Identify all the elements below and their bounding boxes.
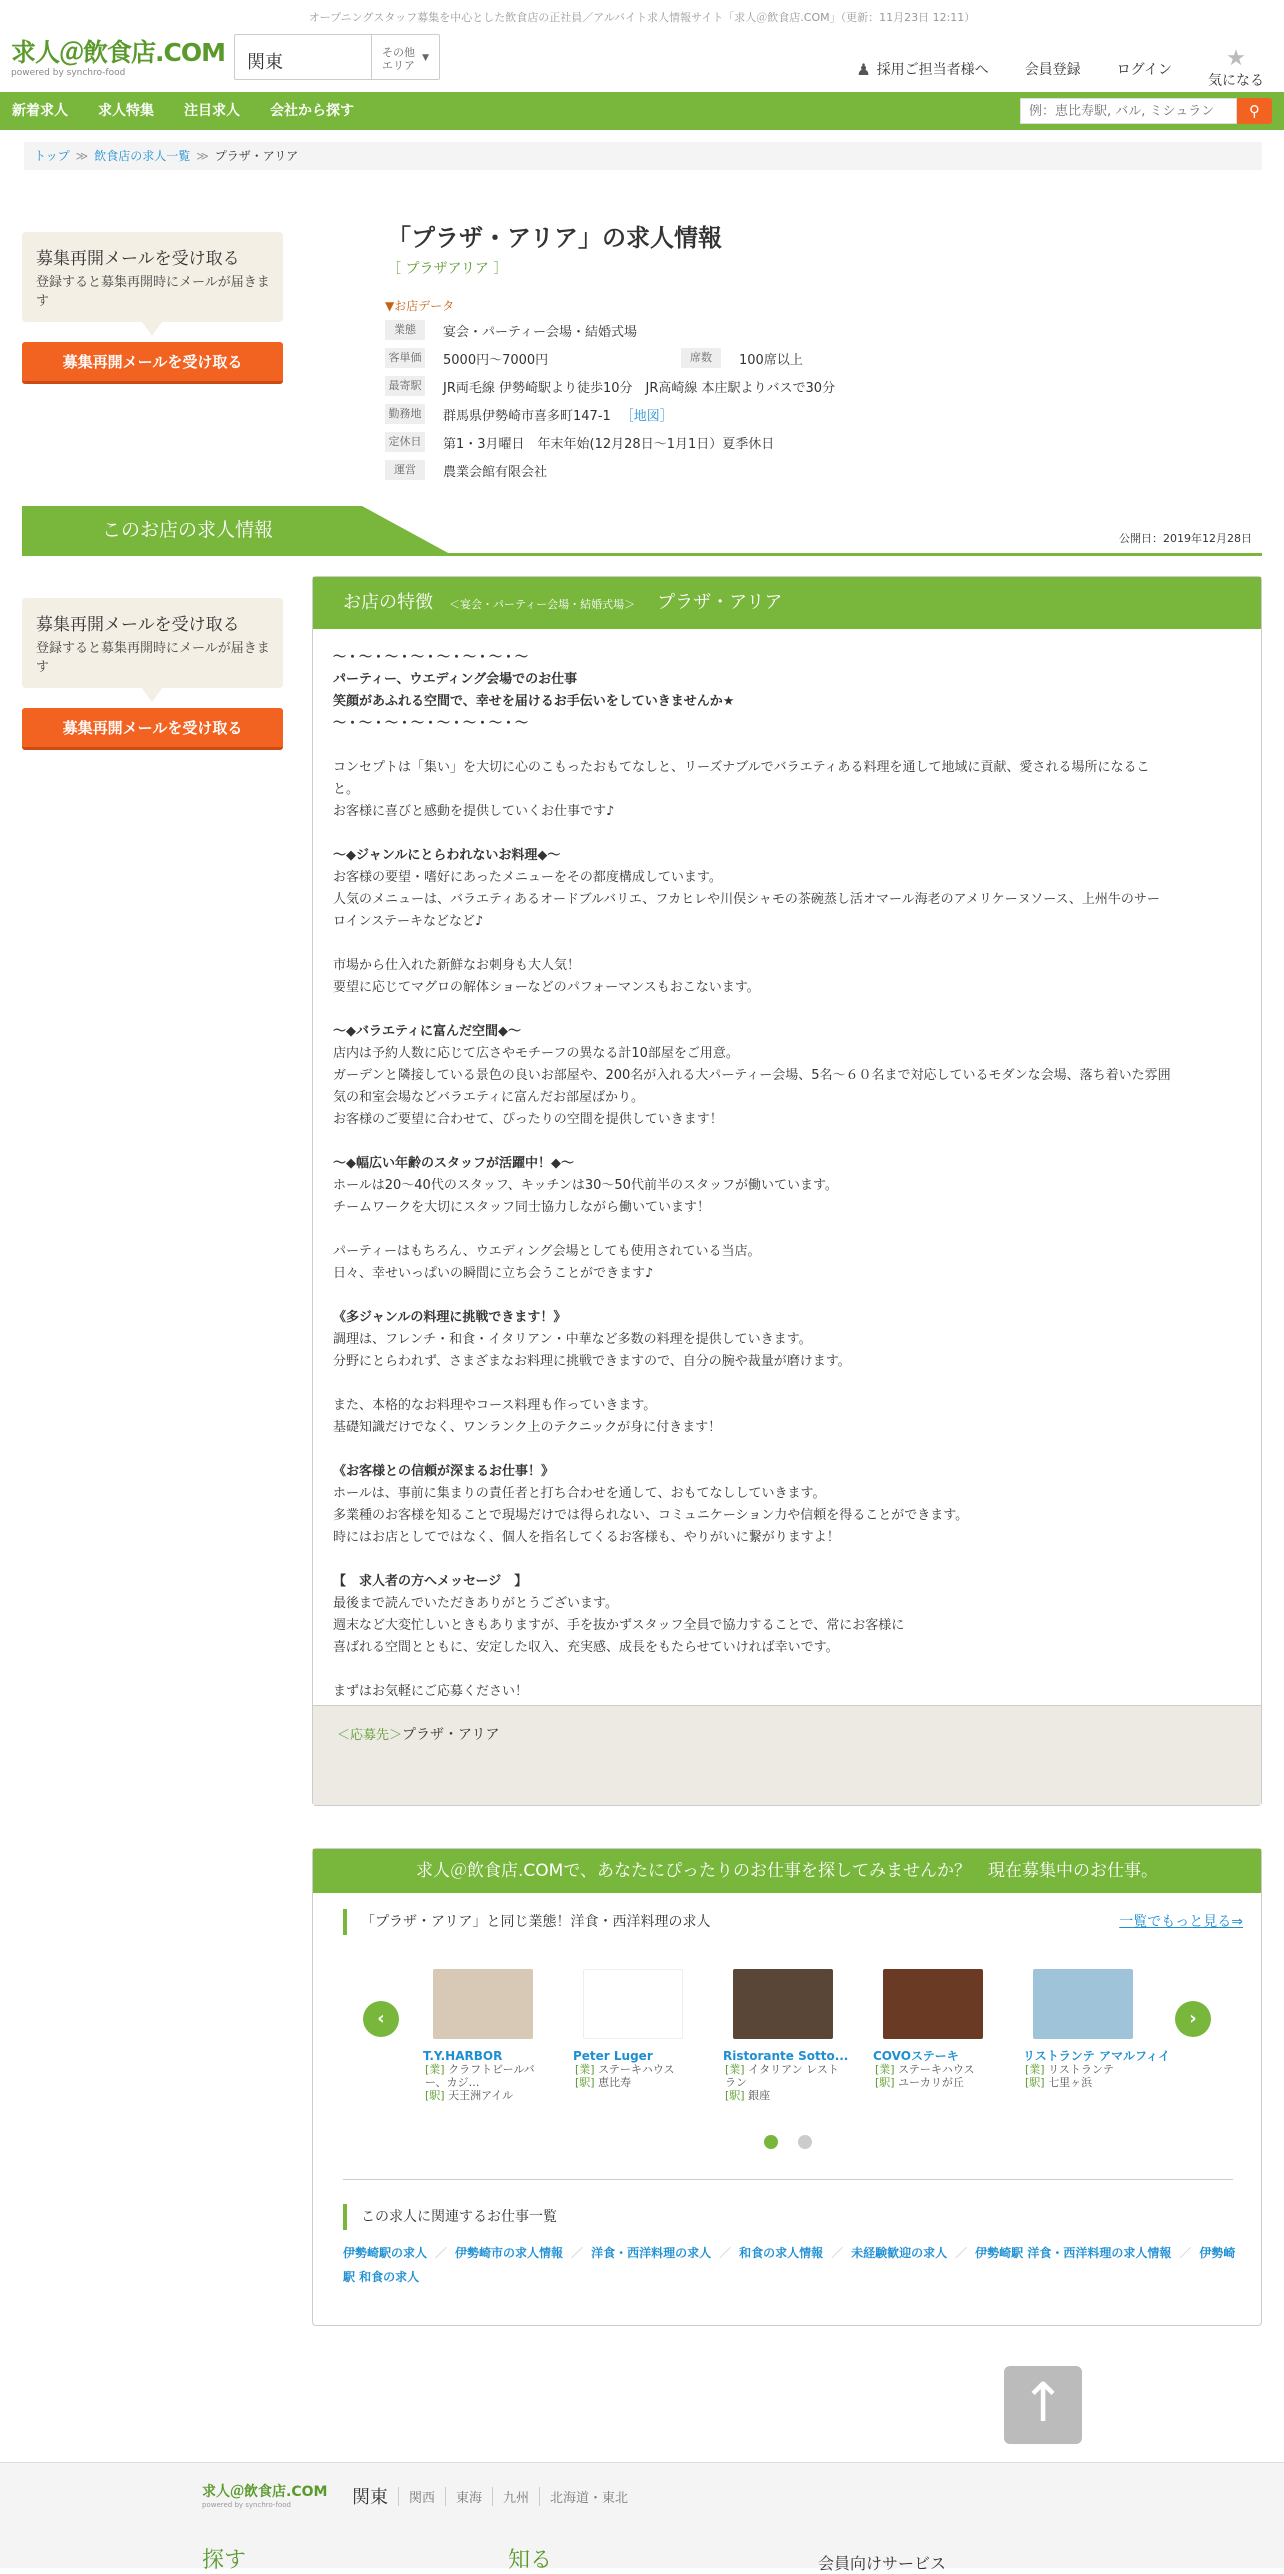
footer-logo[interactable] bbox=[202, 2481, 327, 2509]
feature-line bbox=[333, 1373, 1241, 1395]
job-card-station-value: ユーカリが丘 bbox=[898, 2076, 964, 2089]
data-label: 運営 bbox=[385, 460, 425, 480]
job-card-station bbox=[423, 2089, 543, 2102]
feature-line: 要望に応じてマグロの解体ショーなどのパフォーマンスもおこないます。 bbox=[333, 980, 760, 995]
tag-separator: ／ bbox=[1179, 2246, 1192, 2260]
job-card-type-value: リストランテ bbox=[1048, 2063, 1114, 2076]
feature-line: 気の和室会場などバラエティに富んだお部屋ばかり。 bbox=[333, 1090, 644, 1105]
carousel-dot[interactable] bbox=[798, 2135, 812, 2149]
related-tag-link[interactable]: 和食の求人情報 bbox=[739, 2246, 824, 2260]
data-row bbox=[385, 316, 845, 344]
current-area: 関東 bbox=[247, 52, 283, 73]
other-area-label: その他 エリア bbox=[382, 46, 415, 72]
feature-line: ～◆幅広い年齢のスタッフが活躍中！◆～ bbox=[333, 1156, 574, 1171]
back-to-top-button[interactable] bbox=[1004, 2366, 1082, 2444]
mail-signup-button[interactable]: 募集再開メールを受け取る bbox=[22, 342, 283, 384]
job-card-station-value: 恵比寿 bbox=[598, 2076, 632, 2089]
data-label: 定休日 bbox=[385, 432, 425, 452]
job-card-image bbox=[433, 1969, 533, 2039]
logo-sub: powered by synchro-food bbox=[11, 68, 126, 78]
related-tags bbox=[343, 2241, 1243, 2289]
star-icon: ★ bbox=[1226, 46, 1246, 71]
tag-separator: ／ bbox=[955, 2246, 968, 2260]
features-body bbox=[313, 629, 1261, 1705]
job-card[interactable] bbox=[573, 1969, 693, 2089]
feature-line: パーティー、ウエディング会場でのお仕事 bbox=[333, 672, 578, 687]
breadcrumb-separator-icon: ≫ bbox=[196, 149, 209, 163]
job-card-name[interactable]: Peter Luger bbox=[573, 2049, 653, 2063]
breadcrumb-separator-icon: ≫ bbox=[75, 149, 89, 163]
features-genre: ＜宴会・パーティー会場・結婚式場＞ bbox=[449, 598, 636, 611]
register-link[interactable]: 会員登録 bbox=[1024, 62, 1081, 78]
feature-line: まずはお気軽にご応募ください！ bbox=[333, 1684, 529, 1699]
data-row bbox=[385, 456, 845, 484]
similar-jobs-heading bbox=[343, 1909, 1243, 1935]
data-row bbox=[385, 400, 845, 428]
breadcrumb-job-list[interactable]: 飲食店の求人一覧 bbox=[94, 149, 191, 163]
feature-line: 日々、幸せいっぱいの瞬間に立ち会うことができます♪ bbox=[333, 1266, 654, 1281]
global-nav bbox=[0, 92, 1284, 130]
data-value: 100席以上 bbox=[739, 352, 803, 368]
mail-signup-box bbox=[22, 232, 283, 322]
feature-line: 喜ばれる空間とともに、安定した収入、充実感、成長をもたらせていければ幸いです。 bbox=[333, 1640, 839, 1655]
job-card-station-key: [駅] bbox=[575, 2076, 595, 2089]
data-row bbox=[385, 344, 845, 372]
recommend-box bbox=[312, 1848, 1262, 2326]
feature-line: と。 bbox=[333, 782, 360, 797]
job-card-station-key: [駅] bbox=[425, 2089, 445, 2102]
job-carousel bbox=[313, 1969, 1263, 2102]
carousel-dot[interactable] bbox=[764, 2135, 778, 2149]
job-card-name[interactable]: リストランテ アマルフィイ bbox=[1023, 2049, 1170, 2063]
header-links bbox=[820, 48, 1264, 90]
chevron-right-icon: › bbox=[1189, 2008, 1197, 2029]
feature-line: お客様のご要望に合わせて、ぴったりの空間を提供していきます！ bbox=[333, 1112, 723, 1127]
job-card-type bbox=[423, 2063, 543, 2089]
mail-signup-button[interactable]: 募集再開メールを受け取る bbox=[22, 708, 283, 750]
feature-line bbox=[333, 933, 1241, 955]
feature-line: ～◆バラエティに富んだ空間◆～ bbox=[333, 1024, 521, 1039]
related-tag-link[interactable]: 伊勢崎駅 洋食・西洋料理の求人情報 bbox=[975, 2246, 1172, 2260]
footer-col-learn: 知る bbox=[508, 2548, 553, 2573]
carousel-next-button[interactable] bbox=[1175, 2001, 1211, 2037]
job-card-image bbox=[583, 1969, 683, 2039]
features-shop: プラザ・アリア bbox=[657, 592, 783, 613]
feature-line: コンセプトは「集い」を大切に心のこもったおもてなしと、リーズナブルでバラエティある料理を通して地域に貢献、愛される場所になるこ bbox=[333, 760, 1150, 775]
site-description: オープニングスタッフ募集を中心とした飲食店の正社員／アルバイト求人情報サイト「求人＠飲食店.COM」（更新：11月23日 12:11） bbox=[308, 11, 976, 24]
data-value: 農業会館有限会社 bbox=[443, 464, 548, 480]
feature-line: 人気のメニューは、バラエティあるオードブルバリエ、フカヒレや川俣シャモの茶碗蒸し活オマール海老のアメリケーヌソース、上州牛のサー bbox=[333, 892, 1160, 907]
data-value: 第1・3月曜日 年末年始(12月28日～1月1日）夏季休日 bbox=[443, 436, 775, 452]
search-button[interactable] bbox=[1237, 98, 1272, 124]
features-title: お店の特徴 bbox=[343, 592, 433, 613]
chevron-left-icon: ‹ bbox=[377, 2008, 385, 2029]
feature-line: 《多ジャンルの料理に挑戦できます！》 bbox=[333, 1310, 567, 1325]
feature-line: ～・～・～・～・～・～・～・～ bbox=[333, 650, 529, 665]
tag-separator: ／ bbox=[435, 2246, 448, 2260]
related-jobs-heading: この求人に関連するお仕事一覧 bbox=[343, 2204, 1243, 2230]
search-input[interactable] bbox=[1020, 98, 1237, 124]
shop-data-table bbox=[385, 316, 845, 484]
mail-signup-desc: 登録すると募集再開時にメールが届きます bbox=[36, 275, 270, 309]
area-selector[interactable] bbox=[234, 34, 440, 80]
feature-line bbox=[333, 999, 1241, 1021]
feature-line: 【 求人者の方へメッセージ 】 bbox=[333, 1574, 528, 1589]
footer-logo-text: 求人＠飲食店.COM bbox=[202, 2484, 328, 2500]
job-card-type-value: ステーキハウス bbox=[898, 2063, 975, 2076]
job-card-station-value: 天王洲アイル bbox=[448, 2089, 514, 2102]
nav-company-search[interactable]: 会社から探す bbox=[270, 103, 354, 119]
related-tag-link[interactable]: 洋食・西洋料理の求人 bbox=[591, 2246, 712, 2260]
data-value: 宴会・パーティー会場・結婚式場 bbox=[443, 324, 637, 340]
feature-line: 店内は予約人数に応じて広さやモチーフの異なる計10部屋をご用意。 bbox=[333, 1046, 739, 1061]
job-card[interactable] bbox=[723, 1969, 849, 2102]
footer-col-members: 会員向けサービス bbox=[818, 2554, 947, 2573]
footer-current-area: 関東 bbox=[352, 2487, 388, 2508]
data-label: 業態 bbox=[385, 320, 425, 340]
breadcrumb-current: プラザ・アリア bbox=[214, 149, 299, 163]
feature-line bbox=[333, 1131, 1241, 1153]
data-value: 5000円〜7000円 bbox=[443, 352, 549, 368]
data-value: 群馬県伊勢崎市喜多町147-1 bbox=[443, 408, 611, 424]
footer-area-link[interactable]: 北海道・東北 bbox=[539, 2487, 638, 2506]
feature-line bbox=[333, 1659, 1241, 1681]
feature-line: お客様に喜びと感動を提供していくお仕事です♪ bbox=[333, 804, 615, 819]
job-card-type-value: クラフトビールバー、カジ… bbox=[425, 2063, 535, 2089]
logo-text: 求人＠飲食店.COM bbox=[11, 38, 225, 67]
job-card-name[interactable]: Ristorante Sotto... bbox=[723, 2049, 849, 2063]
shop-link[interactable]: ［ プラザアリア ］ bbox=[387, 261, 508, 277]
divider bbox=[343, 2179, 1233, 2180]
see-more-link[interactable]: 一覧でもっと見る⇒ bbox=[1119, 1914, 1243, 1930]
data-label: 客単価 bbox=[385, 348, 425, 368]
job-card-image bbox=[1033, 1969, 1133, 2039]
job-card-type-key: [業] bbox=[425, 2063, 445, 2076]
feature-line: ロインステーキなどなど♪ bbox=[333, 914, 484, 929]
job-card-type-value: イタリアン レストラン bbox=[725, 2063, 839, 2089]
similar-jobs-title: 「プラザ・アリア」と同じ業態！洋食・西洋料理の求人 bbox=[361, 1914, 711, 1930]
data-label: 最寄駅 bbox=[385, 376, 425, 396]
feature-line: 《お客様との信頼が深まるお仕事！》 bbox=[333, 1464, 555, 1479]
feature-line: 多業種のお客様を知ることで現場だけでは得られない、コミュニケーション力や信頼を得ることができます。 bbox=[333, 1508, 969, 1523]
job-card-image bbox=[883, 1969, 983, 2039]
site-footer bbox=[0, 2462, 1284, 2573]
job-card-name[interactable]: COVOステーキ bbox=[873, 2049, 959, 2063]
user-icon: ♟ bbox=[856, 59, 871, 79]
footer-area-link[interactable]: 東海 bbox=[445, 2487, 492, 2506]
feature-line bbox=[333, 1219, 1241, 1241]
job-card-station bbox=[1023, 2076, 1143, 2089]
job-card-station-key: [駅] bbox=[725, 2089, 745, 2102]
job-card-type-key: [業] bbox=[575, 2063, 595, 2076]
feature-line: ホールは20～40代のスタッフ、キッチンは30～50代前半のスタッフが働いています。 bbox=[333, 1178, 838, 1193]
job-card-station-key: [駅] bbox=[875, 2076, 895, 2089]
data-row bbox=[385, 428, 845, 456]
site-logo[interactable] bbox=[11, 38, 225, 78]
section-header bbox=[22, 506, 1262, 556]
nav-features[interactable]: 求人特集 bbox=[98, 103, 154, 119]
favorites-label: 気になる bbox=[1208, 73, 1264, 89]
feature-line: パーティーはもちろん、ウエディング会場としても使用されている当店。 bbox=[333, 1244, 761, 1259]
job-card-station bbox=[873, 2076, 993, 2089]
feature-line bbox=[333, 823, 1241, 845]
job-card-image bbox=[733, 1969, 833, 2039]
job-card-type-key: [業] bbox=[725, 2063, 745, 2076]
job-card-station bbox=[723, 2089, 843, 2102]
footer-area-link[interactable]: 関西 bbox=[398, 2487, 445, 2506]
keyword-search bbox=[1020, 98, 1272, 124]
search-icon: ⚲ bbox=[1248, 102, 1260, 120]
employer-link-label: 採用ご担当者様へ bbox=[876, 62, 989, 78]
apply-value: プラザ・アリア bbox=[402, 1727, 500, 1743]
feature-line: 最後まで読んでいただきありがとうございます。 bbox=[333, 1596, 618, 1611]
job-card-type bbox=[573, 2063, 693, 2076]
job-card[interactable] bbox=[423, 1969, 543, 2102]
footer-logo-sub: powered by synchro-food bbox=[202, 2501, 291, 2509]
related-tag-link[interactable]: 伊勢崎駅 和食の求人 bbox=[343, 2246, 1236, 2284]
features-header bbox=[313, 577, 1261, 629]
feature-line: ～◆ジャンルにとらわれないお料理◆～ bbox=[333, 848, 561, 863]
carousel-pagination bbox=[313, 2135, 1263, 2153]
feature-line: 週末など大変忙しいときもありますが、手を抜かずスタッフ全員で協力することで、常にお客様に bbox=[333, 1618, 905, 1633]
mail-signup-desc: 登録すると募集再開時にメールが届きます bbox=[36, 641, 270, 675]
job-card-type-value: ステーキハウス bbox=[598, 2063, 675, 2076]
feature-line bbox=[333, 1285, 1241, 1307]
mail-signup-title: 募集再開メールを受け取る bbox=[36, 249, 240, 269]
job-card-type bbox=[1023, 2063, 1143, 2076]
login-link[interactable]: ログイン bbox=[1116, 62, 1172, 78]
job-card-station bbox=[573, 2076, 693, 2089]
apply-label: ＜応募先＞ bbox=[337, 1728, 403, 1743]
job-card-station-key: [駅] bbox=[1025, 2076, 1045, 2089]
job-card-station-value: 銀座 bbox=[748, 2089, 771, 2102]
page-title: 「プラザ・アリア」の求人情報 bbox=[387, 224, 723, 252]
feature-line: また、本格的なお料理やコース料理も作っていきます。 bbox=[333, 1398, 657, 1413]
apply-to bbox=[313, 1705, 1261, 1805]
arrow-up-icon: ↑ bbox=[1020, 2371, 1066, 2434]
job-card-type bbox=[723, 2063, 843, 2089]
carousel-prev-button[interactable] bbox=[363, 2001, 399, 2037]
footer-area-link[interactable]: 九州 bbox=[492, 2487, 539, 2506]
breadcrumb bbox=[24, 142, 1262, 170]
feature-line: ホールは、事前に集まりの責任者と打ち合わせを通して、おもてなししていきます。 bbox=[333, 1486, 826, 1501]
feature-line bbox=[333, 1549, 1241, 1571]
job-card-station-value: 七里ヶ浜 bbox=[1048, 2076, 1093, 2089]
other-area-dropdown[interactable] bbox=[371, 35, 439, 79]
job-card[interactable] bbox=[1023, 1969, 1170, 2089]
job-card-type bbox=[873, 2063, 993, 2076]
data-value: JR両毛線 伊勢崎駅より徒歩10分 JR高崎線 本庄駅よりバスで30分 bbox=[443, 380, 836, 396]
feature-line: ～・～・～・～・～・～・～・～ bbox=[333, 716, 529, 731]
mail-signup-side bbox=[22, 598, 283, 750]
shop-data-heading: ▼お店データ bbox=[385, 299, 455, 313]
feature-line: チームワークを大切にスタッフ同士協力しながら働いています！ bbox=[333, 1200, 711, 1215]
section-tab: このお店の求人情報 bbox=[22, 506, 362, 554]
feature-line: 基礎知識だけでなく、ワンランク上のテクニックが身に付きます！ bbox=[333, 1420, 722, 1435]
tag-separator: ／ bbox=[571, 2246, 584, 2260]
footer-col-search: 探す bbox=[202, 2548, 247, 2573]
feature-line: 調理は、フレンチ・和食・イタリアン・中華など多数の料理を提供していきます。 bbox=[333, 1332, 812, 1347]
data-label: 席数 bbox=[681, 348, 721, 368]
job-card-type-key: [業] bbox=[1025, 2063, 1045, 2076]
shop-features bbox=[312, 576, 1262, 1806]
related-tag-link[interactable]: 未経験歓迎の求人 bbox=[851, 2246, 948, 2260]
nav-new-jobs[interactable]: 新着求人 bbox=[12, 103, 68, 119]
job-card[interactable] bbox=[873, 1969, 993, 2089]
feature-line: 市場から仕入れた新鮮なお刺身も大人気！ bbox=[333, 958, 581, 973]
feature-line: お客様の要望・嗜好にあったメニューをその都度構成しています。 bbox=[333, 870, 722, 885]
data-row bbox=[385, 372, 845, 400]
related-tag-link[interactable]: 伊勢崎駅の求人 bbox=[343, 2246, 428, 2260]
breadcrumb-top[interactable]: トップ bbox=[34, 149, 70, 163]
feature-line bbox=[333, 1439, 1241, 1461]
feature-line bbox=[333, 735, 1241, 757]
job-card-name[interactable]: T.Y.HARBOR bbox=[423, 2049, 503, 2063]
site-header bbox=[0, 30, 1284, 90]
chevron-down-icon: ▼ bbox=[422, 53, 429, 63]
tag-separator: ／ bbox=[831, 2246, 844, 2260]
data-label: 勤務地 bbox=[385, 404, 425, 424]
nav-featured-jobs[interactable]: 注目求人 bbox=[184, 103, 240, 119]
job-card-type-key: [業] bbox=[875, 2063, 895, 2076]
publish-date: 公開日：2019年12月28日 bbox=[1119, 532, 1252, 545]
feature-line: ガーデンと隣接している景色の良いお部屋や、200名が入れる大パーティー会場、5名～６０名まで対応しているモダンな会場、落ち着いた雰囲 bbox=[333, 1068, 1171, 1083]
feature-line: 笑顔があふれる空間で、幸せを届けるお手伝いをしていきませんか★ bbox=[333, 694, 735, 709]
map-link[interactable]: ［地図］ bbox=[620, 408, 673, 424]
related-tag-link[interactable]: 伊勢崎市の求人情報 bbox=[455, 2246, 564, 2260]
footer-areas bbox=[352, 2483, 638, 2509]
feature-line: 分野にとらわれず、さまざまなお料理に挑戦できますので、自分の腕や裁量が磨けます。 bbox=[333, 1354, 851, 1369]
feature-line: 時にはお店としてではなく、個人を指名してくるお客様も、やりがいに繋がりますよ！ bbox=[333, 1530, 840, 1545]
mail-signup-top bbox=[22, 232, 283, 384]
mail-signup-title: 募集再開メールを受け取る bbox=[36, 615, 240, 635]
tag-separator: ／ bbox=[719, 2246, 732, 2260]
recommend-heading: 求人＠飲食店.COMで、あなたにぴったりのお仕事を探してみませんか？ 現在募集中のお仕事。 bbox=[313, 1849, 1261, 1893]
mail-signup-box bbox=[22, 598, 283, 688]
favorites-link[interactable] bbox=[1208, 48, 1264, 90]
employer-link[interactable] bbox=[856, 59, 988, 79]
